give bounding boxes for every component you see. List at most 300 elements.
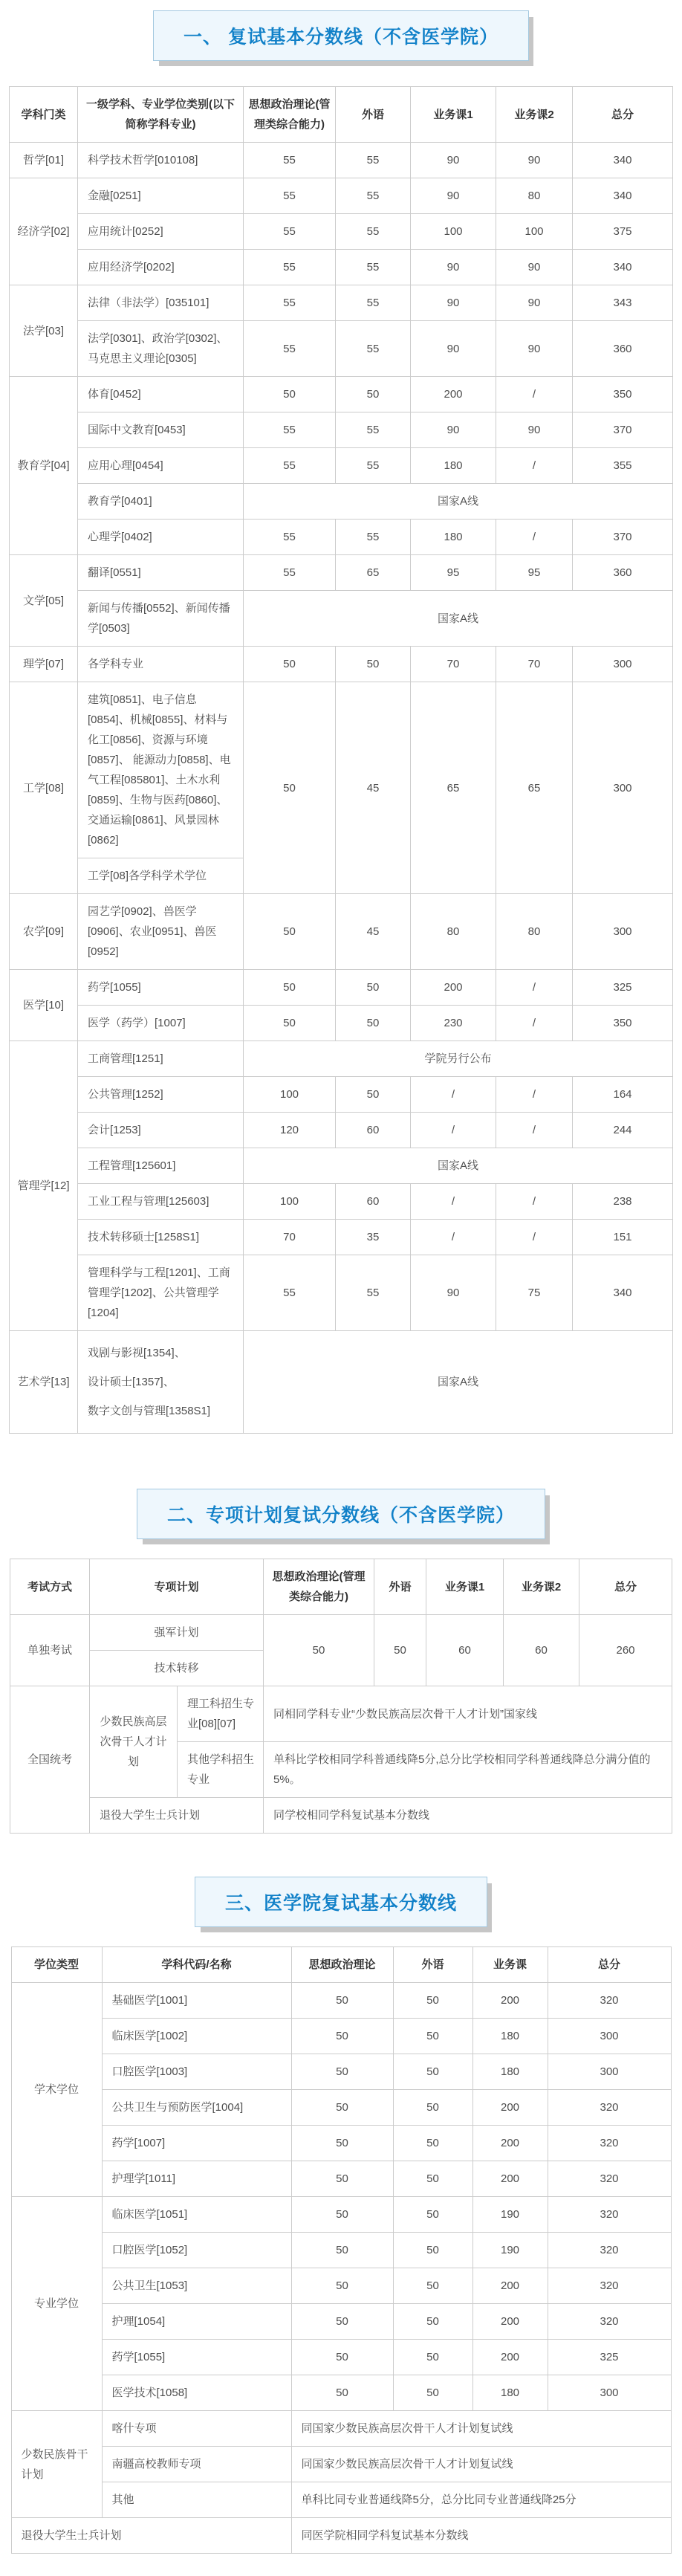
- score-cell: 50: [393, 2340, 472, 2375]
- category-cell: 哲学[01]: [10, 143, 78, 178]
- score-cell: 90: [496, 321, 573, 377]
- score-cell: /: [411, 1220, 496, 1255]
- score-cell: 50: [244, 682, 336, 894]
- score-cell: 50: [291, 2304, 393, 2340]
- score-cell: 75: [496, 1255, 573, 1331]
- score-cell: 100: [411, 214, 496, 250]
- score-cell: 120: [244, 1113, 336, 1148]
- subject-cell: 各学科专业: [78, 647, 244, 682]
- score-cell: 244: [573, 1113, 673, 1148]
- table-row: [11, 2518, 671, 2554]
- category-cell: 农学[09]: [10, 894, 78, 970]
- score-cell: 55: [336, 448, 411, 484]
- header-row: [11, 1947, 671, 1983]
- column-header: 一级学科、专业学位类别(以下简称学科专业): [78, 87, 244, 143]
- score-cell: 200: [472, 2090, 548, 2126]
- note-cell: 同医学院相同学科复试基本分数线: [291, 2518, 671, 2554]
- column-header: 总分: [579, 1559, 672, 1615]
- note-cell: 同国家少数民族高层次骨干人才计划复试线: [291, 2447, 671, 2482]
- program-cell: 少数民族高层次骨干人才计划: [89, 1686, 177, 1798]
- score-cell: 80: [496, 894, 573, 970]
- category-cell: 单独考试: [10, 1615, 89, 1686]
- subject-cell: 药学[1055]: [78, 970, 244, 1006]
- score-cell: 180: [472, 2054, 548, 2090]
- score-cell: 90: [496, 285, 573, 321]
- score-cell: 50: [336, 647, 411, 682]
- category-cell: 医学[10]: [10, 970, 78, 1041]
- section-2-title: 二、专项计划复试分数线（不含医学院）: [137, 1489, 545, 1539]
- score-cell: 65: [336, 555, 411, 591]
- category-cell: 教育学[04]: [10, 377, 78, 555]
- table-row: [10, 1006, 673, 1041]
- subject-cell: 公共管理[1252]: [78, 1077, 244, 1113]
- subject-cell: 法律（非法学）[035101]: [78, 285, 244, 321]
- score-cell: 55: [244, 520, 336, 555]
- note-cell-centered: 国家A线: [244, 1148, 673, 1184]
- table-row: [10, 412, 673, 448]
- score-cell: 370: [573, 520, 673, 555]
- note-cell: 单科比同专业普通线降5分，总分比同专业普通线降25分: [291, 2482, 671, 2518]
- column-header: 考试方式: [10, 1559, 89, 1615]
- score-cell: 320: [548, 2161, 671, 2197]
- table-row: [10, 591, 673, 647]
- subject-cell: 教育学[0401]: [78, 484, 244, 520]
- table-row: [10, 214, 673, 250]
- score-cell: 90: [411, 178, 496, 214]
- column-header: 总分: [573, 87, 673, 143]
- subject-cell: 工程管理[125601]: [78, 1148, 244, 1184]
- table-row: [11, 2054, 671, 2090]
- subject-cell: 翻译[0551]: [78, 555, 244, 591]
- subject-cell: 临床医学[1002]: [102, 2019, 291, 2054]
- table-row: [11, 2375, 671, 2411]
- column-header: 思想政治理论(管理类综合能力): [244, 87, 336, 143]
- table-row: [10, 1615, 672, 1651]
- score-cell: 50: [291, 2340, 393, 2375]
- table-row: [10, 1331, 673, 1434]
- score-cell: 260: [579, 1615, 672, 1686]
- category-cell: 艺术学[13]: [10, 1331, 78, 1434]
- score-cell: 300: [548, 2054, 671, 2090]
- category-cell: 全国统考: [10, 1686, 89, 1834]
- score-cell: 340: [573, 250, 673, 285]
- subject-cell: 药学[1007]: [102, 2126, 291, 2161]
- score-cell: /: [496, 1184, 573, 1220]
- subject-cell: 应用统计[0252]: [78, 214, 244, 250]
- score-cell: 55: [336, 1255, 411, 1331]
- score-cell: 55: [244, 178, 336, 214]
- note-cell-centered: 国家A线: [244, 484, 673, 520]
- subject-cell: 药学[1055]: [102, 2340, 291, 2375]
- score-cell: 370: [573, 412, 673, 448]
- score-cell: 180: [411, 520, 496, 555]
- score-cell: /: [496, 1006, 573, 1041]
- table-row: [10, 1220, 673, 1255]
- table-row: [10, 377, 673, 412]
- score-cell: 164: [573, 1077, 673, 1113]
- category-cell: 学术学位: [11, 1983, 102, 2197]
- table-row: [10, 1686, 672, 1742]
- score-cell: 200: [472, 2340, 548, 2375]
- table-row: [11, 2482, 671, 2518]
- score-cell: 200: [472, 2304, 548, 2340]
- category-cell: 法学[03]: [10, 285, 78, 377]
- category-cell: 管理学[12]: [10, 1041, 78, 1331]
- score-cell: 50: [393, 2019, 472, 2054]
- subject-cell: 戏剧与影视[1354]、 设计硕士[1357]、 数字文创与管理[1358S1]: [78, 1331, 244, 1434]
- score-cell: 50: [336, 1006, 411, 1041]
- plan-cell: 喀什专项: [102, 2411, 291, 2447]
- subject-cell: 口腔医学[1003]: [102, 2054, 291, 2090]
- score-cell: 180: [411, 448, 496, 484]
- score-cell: /: [411, 1077, 496, 1113]
- subject-cell: 金融[0251]: [78, 178, 244, 214]
- score-cell: 55: [244, 250, 336, 285]
- score-cell: 50: [244, 647, 336, 682]
- score-cell: 180: [472, 2019, 548, 2054]
- subject-cell: 护理学[1011]: [102, 2161, 291, 2197]
- table-row: [10, 1077, 673, 1113]
- score-cell: 95: [411, 555, 496, 591]
- score-cell: 60: [426, 1615, 504, 1686]
- score-cell: /: [496, 1220, 573, 1255]
- subject-cell: 心理学[0402]: [78, 520, 244, 555]
- score-cell: 343: [573, 285, 673, 321]
- subject-cell: 园艺学[0902]、兽医学[0906]、农业[0951]、兽医[0952]: [78, 894, 244, 970]
- score-cell: 50: [244, 894, 336, 970]
- note-cell: 同相同学科专业“少数民族高层次骨干人才计划”国家线: [264, 1686, 672, 1742]
- plan-cell: 少数民族骨干计划: [11, 2411, 102, 2518]
- column-header: 业务课2: [504, 1559, 579, 1615]
- column-header: 专项计划: [89, 1559, 263, 1615]
- score-cell: 300: [573, 682, 673, 894]
- score-cell: 200: [472, 2161, 548, 2197]
- column-header: 学科代码/名称: [102, 1947, 291, 1983]
- score-cell: 70: [411, 647, 496, 682]
- column-header: 业务课2: [496, 87, 573, 143]
- score-cell: 340: [573, 178, 673, 214]
- category-cell: 工学[08]: [10, 682, 78, 894]
- score-cell: 190: [472, 2197, 548, 2233]
- score-cell: 90: [411, 412, 496, 448]
- score-cell: 320: [548, 2197, 671, 2233]
- score-cell: 190: [472, 2233, 548, 2268]
- score-cell: 95: [496, 555, 573, 591]
- subject-cell: 国际中文教育[0453]: [78, 412, 244, 448]
- table-row: [10, 250, 673, 285]
- table-row: [10, 448, 673, 484]
- column-header: 总分: [548, 1947, 671, 1983]
- score-cell: 55: [336, 321, 411, 377]
- score-cell: 55: [336, 214, 411, 250]
- score-cell: 50: [393, 1983, 472, 2019]
- note-cell: 单科比学校相同学科普通线降5分,总分比学校相同学科普通线降总分满分值的5%。: [264, 1742, 672, 1798]
- subject-cell: 体育[0452]: [78, 377, 244, 412]
- column-header: 外语: [374, 1559, 426, 1615]
- score-cell: 50: [244, 377, 336, 412]
- score-cell: 60: [336, 1184, 411, 1220]
- plan-cell: 南疆高校教师专项: [102, 2447, 291, 2482]
- score-cell: 65: [496, 682, 573, 894]
- score-cell: 65: [411, 682, 496, 894]
- score-cell: 90: [411, 1255, 496, 1331]
- score-cell: 200: [472, 2268, 548, 2304]
- special-plan-score-lines-table: [10, 1559, 672, 1834]
- score-cell: 55: [336, 143, 411, 178]
- score-cell: 45: [336, 894, 411, 970]
- score-cell: 90: [411, 285, 496, 321]
- score-cell: 200: [472, 1983, 548, 2019]
- score-cell: 360: [573, 321, 673, 377]
- subject-cell: 会计[1253]: [78, 1113, 244, 1148]
- subject-cell: 护理[1054]: [102, 2304, 291, 2340]
- column-header: 业务课1: [411, 87, 496, 143]
- table-row: [10, 143, 673, 178]
- score-cell: 238: [573, 1184, 673, 1220]
- score-cell: 340: [573, 143, 673, 178]
- program-cell: 强军计划: [89, 1615, 263, 1651]
- score-cell: /: [411, 1113, 496, 1148]
- score-cell: 50: [291, 2126, 393, 2161]
- section-1: [0, 10, 682, 61]
- score-cell: /: [496, 970, 573, 1006]
- category-cell: 专业学位: [11, 2197, 102, 2411]
- score-cell: 50: [244, 1006, 336, 1041]
- note-cell-centered: 国家A线: [244, 591, 673, 647]
- score-cell: 180: [472, 2375, 548, 2411]
- column-header: 思想政治理论(管理类综合能力): [264, 1559, 374, 1615]
- table-row: [10, 285, 673, 321]
- score-cell: 320: [548, 2268, 671, 2304]
- score-cell: 300: [573, 647, 673, 682]
- column-header: 外语: [336, 87, 411, 143]
- table-row: [11, 2126, 671, 2161]
- score-cell: 90: [411, 143, 496, 178]
- score-cell: 350: [573, 377, 673, 412]
- table-row: [10, 178, 673, 214]
- score-cell: /: [411, 1184, 496, 1220]
- score-cell: 50: [393, 2090, 472, 2126]
- subject-cell: 医学（药学）[1007]: [78, 1006, 244, 1041]
- subject-cell: 公共卫生[1053]: [102, 2268, 291, 2304]
- score-cell: 200: [472, 2126, 548, 2161]
- category-cell: 理学[07]: [10, 647, 78, 682]
- header-row: [10, 1559, 672, 1615]
- score-cell: 90: [496, 412, 573, 448]
- note-cell: 同国家少数民族高层次骨干人才计划复试线: [291, 2411, 671, 2447]
- header-row: [10, 87, 673, 143]
- table-row: [10, 970, 673, 1006]
- basic-score-lines-table: [9, 86, 673, 1434]
- column-header: 业务课1: [426, 1559, 504, 1615]
- table-row: [11, 2197, 671, 2233]
- score-cell: 55: [244, 214, 336, 250]
- score-cell: 230: [411, 1006, 496, 1041]
- subject-cell: 法学[0301]、政治学[0302]、马克思主义理论[0305]: [78, 321, 244, 377]
- score-cell: 355: [573, 448, 673, 484]
- score-cell: 50: [291, 1983, 393, 2019]
- score-cell: 50: [291, 2268, 393, 2304]
- score-cell: 80: [496, 178, 573, 214]
- table-row: [10, 647, 673, 682]
- plan-cell: 退役大学生士兵计划: [11, 2518, 291, 2554]
- subject-cell: 应用心理[0454]: [78, 448, 244, 484]
- table-row: [10, 1148, 673, 1184]
- subject-cell: 科学技术哲学[010108]: [78, 143, 244, 178]
- subject-cell: 工商管理[1251]: [78, 1041, 244, 1077]
- score-cell: 50: [244, 970, 336, 1006]
- table-row: [10, 1255, 673, 1331]
- subject-cell: 口腔医学[1052]: [102, 2233, 291, 2268]
- score-cell: 50: [264, 1615, 374, 1686]
- plan-cell: 其他学科招生专业: [177, 1742, 263, 1798]
- table-row: [11, 2161, 671, 2197]
- column-header: 学科门类: [10, 87, 78, 143]
- table-row: [10, 520, 673, 555]
- score-cell: 90: [496, 250, 573, 285]
- table-row: [10, 1041, 673, 1077]
- column-header: 学位类型: [11, 1947, 102, 1983]
- medical-school-score-lines-table: [11, 1946, 672, 2554]
- column-header: 业务课: [472, 1947, 548, 1983]
- score-cell: 300: [573, 894, 673, 970]
- note-cell-centered: 国家A线: [244, 1331, 673, 1434]
- score-cell: 90: [411, 250, 496, 285]
- subject-cell: 新闻与传播[0552]、新闻传播学[0503]: [78, 591, 244, 647]
- plan-cell: 其他: [102, 2482, 291, 2518]
- score-cell: 50: [336, 1077, 411, 1113]
- subject-cell: 工业工程与管理[125603]: [78, 1184, 244, 1220]
- note-cell: 同学校相同学科复试基本分数线: [264, 1798, 672, 1834]
- score-cell: 50: [291, 2090, 393, 2126]
- score-cell: 360: [573, 555, 673, 591]
- score-cell: 55: [244, 448, 336, 484]
- table-row: [11, 2268, 671, 2304]
- score-cell: 55: [336, 250, 411, 285]
- section-3-title: 三、医学院复试基本分数线: [195, 1877, 487, 1927]
- table-row: [11, 2411, 671, 2447]
- score-cell: 50: [393, 2304, 472, 2340]
- table-row: [10, 1113, 673, 1148]
- score-cell: 50: [393, 2233, 472, 2268]
- table-row: [10, 1184, 673, 1220]
- table-row: [11, 2340, 671, 2375]
- score-cell: /: [496, 377, 573, 412]
- score-cell: 100: [244, 1184, 336, 1220]
- table-row: [11, 2090, 671, 2126]
- score-cell: 50: [291, 2375, 393, 2411]
- score-cell: 50: [291, 2197, 393, 2233]
- score-cell: 320: [548, 2304, 671, 2340]
- score-cell: 55: [336, 178, 411, 214]
- subject-cell: 临床医学[1051]: [102, 2197, 291, 2233]
- score-cell: 320: [548, 2090, 671, 2126]
- score-cell: 320: [548, 2233, 671, 2268]
- score-cell: 55: [244, 143, 336, 178]
- subject-cell: 医学技术[1058]: [102, 2375, 291, 2411]
- score-cell: 151: [573, 1220, 673, 1255]
- score-cell: /: [496, 1077, 573, 1113]
- score-cell: 50: [393, 2375, 472, 2411]
- table-row: [11, 2447, 671, 2482]
- table-row: [11, 2233, 671, 2268]
- program-cell: 技术转移: [89, 1651, 263, 1686]
- score-cell: 300: [548, 2019, 671, 2054]
- subject-cell: 应用经济学[0202]: [78, 250, 244, 285]
- score-cell: 60: [336, 1113, 411, 1148]
- score-cell: 100: [244, 1077, 336, 1113]
- score-cell: 50: [291, 2161, 393, 2197]
- plan-cell: 理工科招生专业[08][07]: [177, 1686, 263, 1742]
- score-cell: /: [496, 1113, 573, 1148]
- score-cell: 350: [573, 1006, 673, 1041]
- subject-cell: 工学[08]各学科学术学位: [78, 858, 244, 894]
- score-cell: 200: [411, 377, 496, 412]
- score-cell: 320: [548, 1983, 671, 2019]
- category-cell: 文学[05]: [10, 555, 78, 647]
- subject-cell: 公共卫生与预防医学[1004]: [102, 2090, 291, 2126]
- section-1-title: 一、 复试基本分数线（不含医学院）: [153, 10, 529, 61]
- score-cell: 55: [336, 520, 411, 555]
- score-cell: 70: [496, 647, 573, 682]
- score-cell: 55: [336, 412, 411, 448]
- score-cell: 50: [336, 377, 411, 412]
- score-cell: 340: [573, 1255, 673, 1331]
- score-cell: 60: [504, 1615, 579, 1686]
- score-cell: 80: [411, 894, 496, 970]
- table-row: [11, 2304, 671, 2340]
- column-header: 思想政治理论: [291, 1947, 393, 1983]
- subject-cell: 技术转移硕士[1258S1]: [78, 1220, 244, 1255]
- score-cell: 50: [393, 2268, 472, 2304]
- score-cell: 90: [496, 143, 573, 178]
- score-cell: 50: [393, 2054, 472, 2090]
- score-cell: 325: [573, 970, 673, 1006]
- category-cell: 经济学[02]: [10, 178, 78, 285]
- score-cell: 50: [393, 2126, 472, 2161]
- score-cell: /: [496, 520, 573, 555]
- score-cell: 55: [244, 412, 336, 448]
- column-header: 外语: [393, 1947, 472, 1983]
- subject-cell: 管理科学与工程[1201]、工商管理学[1202]、公共管理学[1204]: [78, 1255, 244, 1331]
- score-cell: 50: [291, 2054, 393, 2090]
- score-cell: 100: [496, 214, 573, 250]
- score-cell: 55: [336, 285, 411, 321]
- score-cell: 55: [244, 321, 336, 377]
- score-cell: 55: [244, 285, 336, 321]
- table-row: [10, 894, 673, 970]
- table-row: [10, 1798, 672, 1834]
- score-cell: 50: [393, 2197, 472, 2233]
- section-2: [0, 1489, 682, 1539]
- table-row: [10, 321, 673, 377]
- score-cell: 50: [291, 2233, 393, 2268]
- note-cell-centered: 学院另行公布: [244, 1041, 673, 1077]
- score-cell: 325: [548, 2340, 671, 2375]
- subject-cell: 基础医学[1001]: [102, 1983, 291, 2019]
- table-row: [11, 1983, 671, 2019]
- score-cell: 70: [244, 1220, 336, 1255]
- score-cell: 45: [336, 682, 411, 894]
- score-cell: 200: [411, 970, 496, 1006]
- score-cell: 55: [244, 1255, 336, 1331]
- table-row: [10, 555, 673, 591]
- score-cell: 35: [336, 1220, 411, 1255]
- score-cell: /: [496, 448, 573, 484]
- table-row: [10, 484, 673, 520]
- score-cell: 50: [291, 2019, 393, 2054]
- plan-cell: 退役大学生士兵计划: [89, 1798, 263, 1834]
